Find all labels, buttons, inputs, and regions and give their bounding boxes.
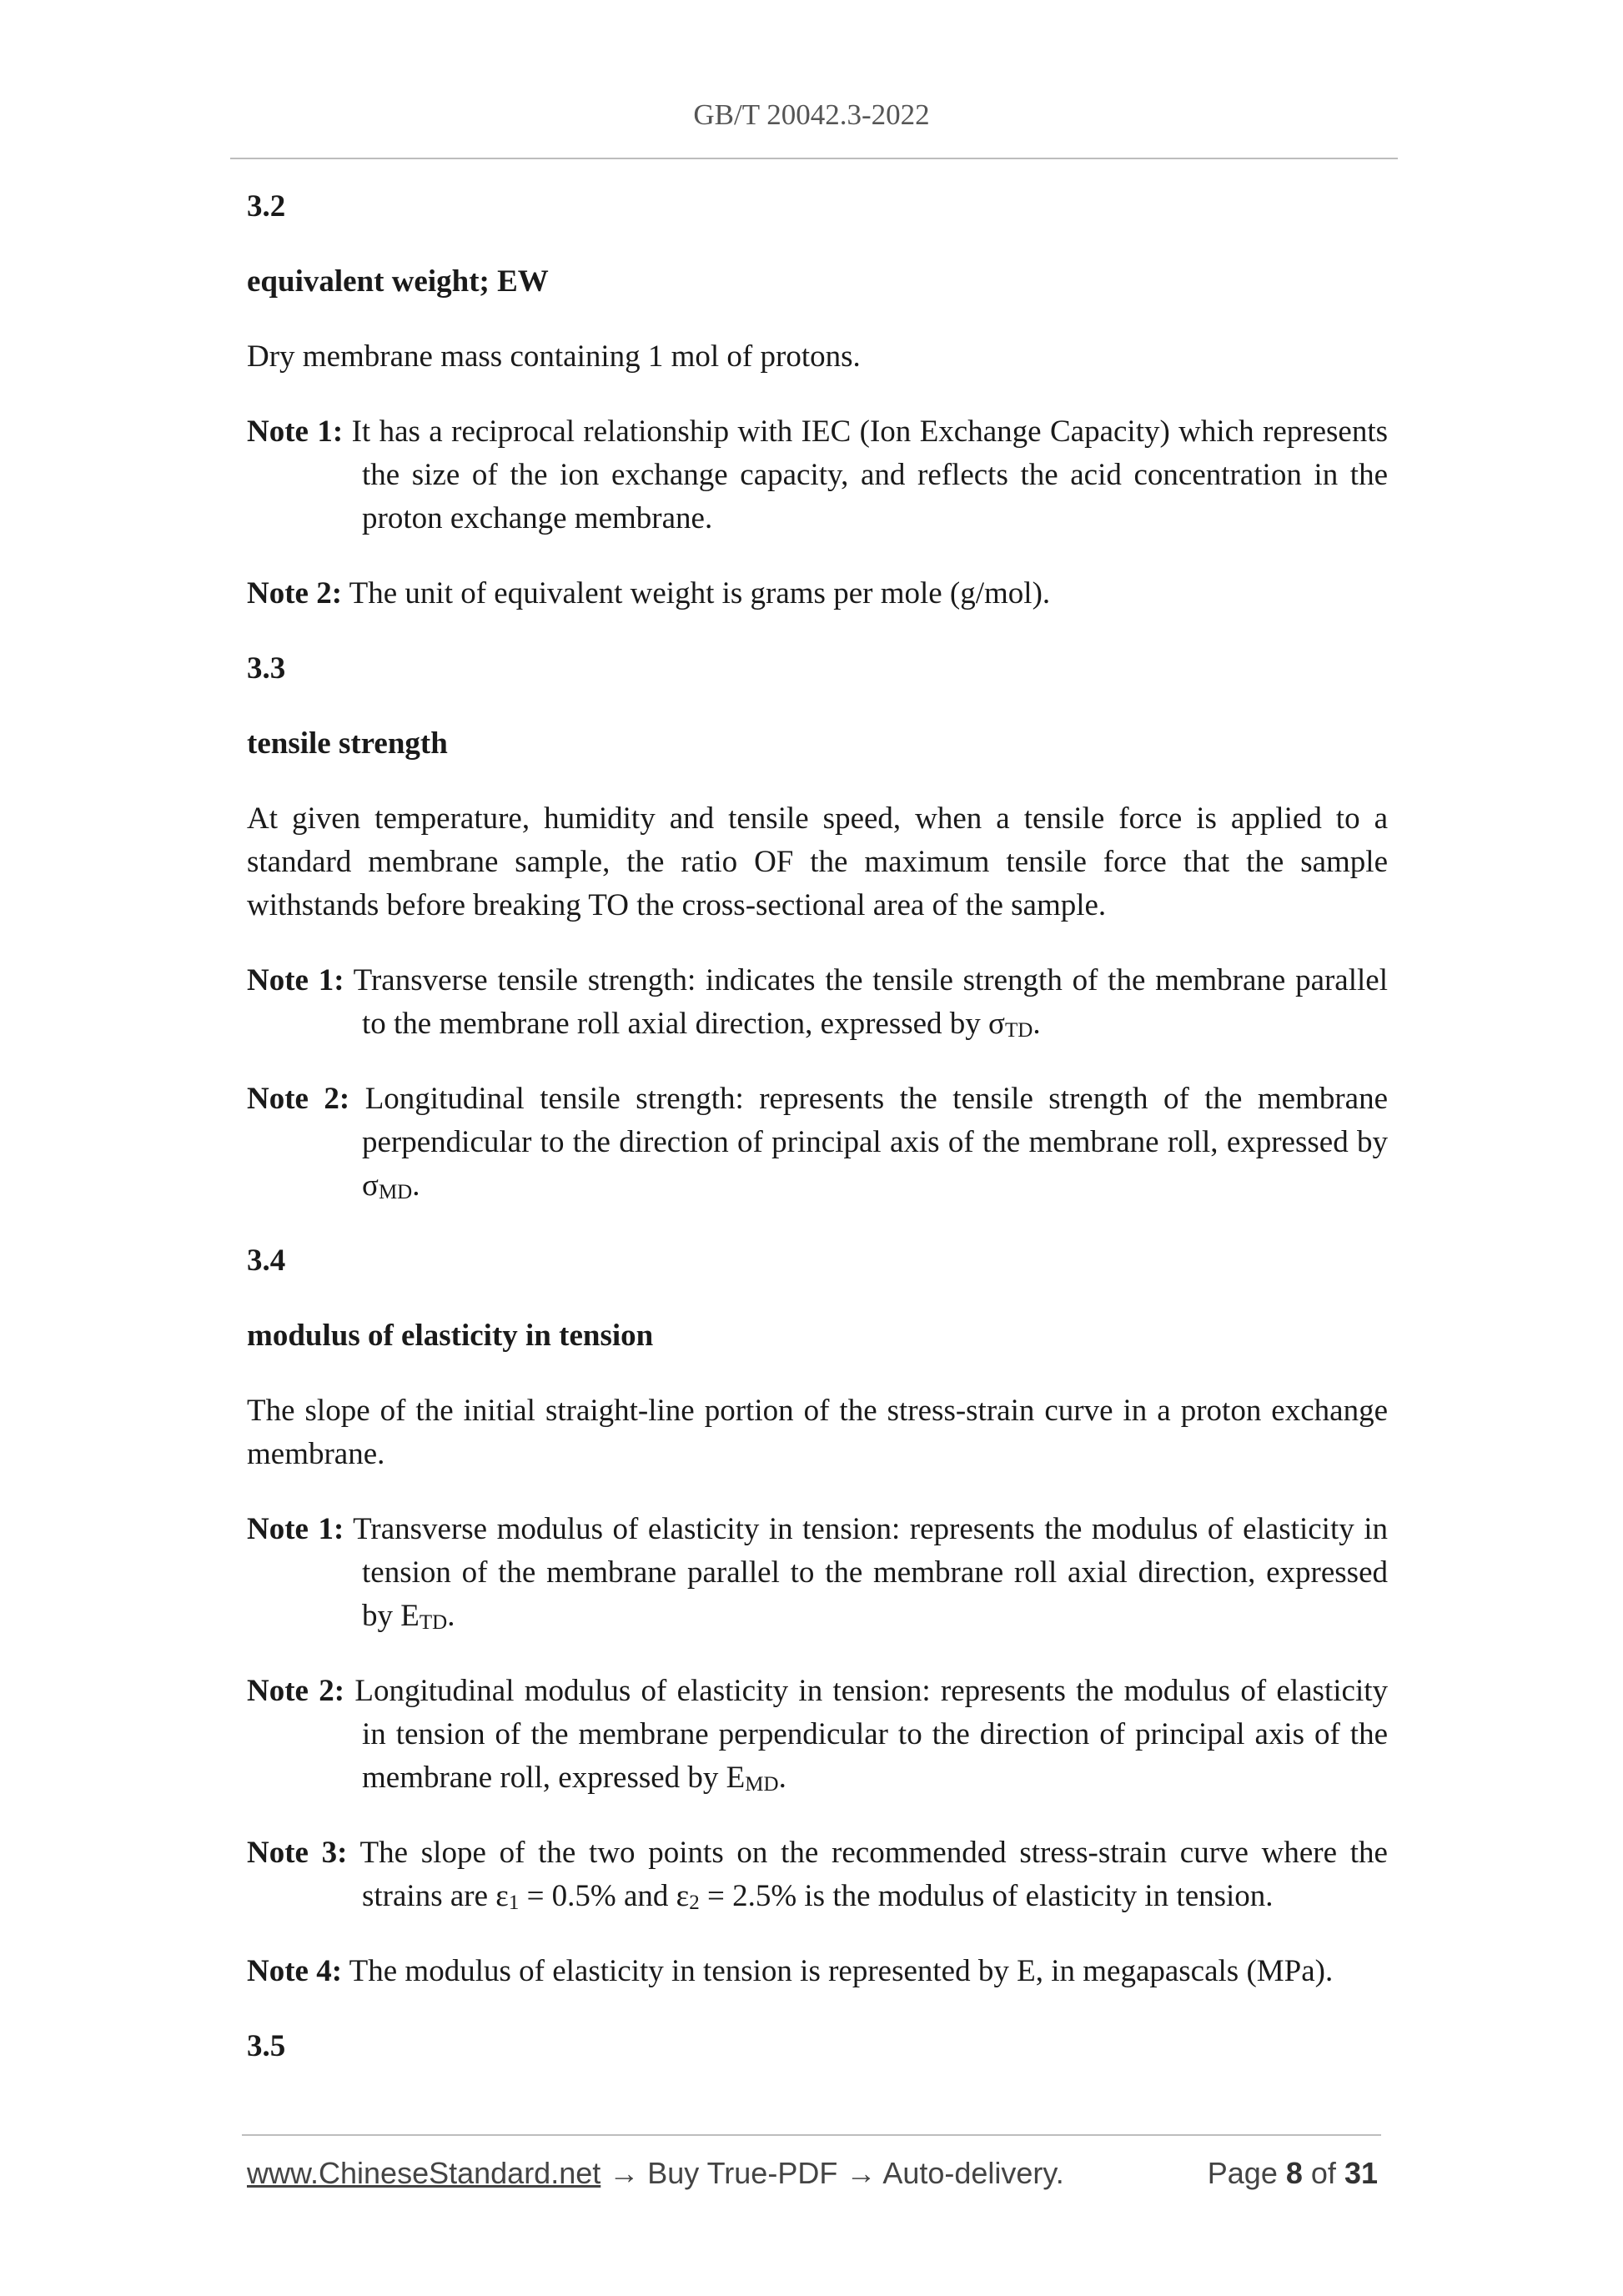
note-label: Note 2:: [247, 576, 343, 610]
clause-number-3-3: 3.3: [247, 651, 286, 686]
header-divider: [230, 158, 1398, 159]
document-body: [247, 185, 1388, 2100]
page-footer: [247, 2156, 1381, 2198]
term-tensile-strength: tensile strength: [247, 726, 448, 761]
subscript: 1: [508, 1892, 520, 1914]
term-equivalent-weight: equivalent weight; EW: [247, 264, 549, 299]
note-text: It has a reciprocal relationship with IEC (Ion Exchange Capacity) which represents the size of the ion exchange capacity, and reflects the acid concentration in the proton exchange membrane.: [351, 414, 1388, 535]
definition-modulus-of-elasticity: The slope of the initial straight-line portion of the stress-strain curve in a proton exchange membrane.: [247, 1394, 1388, 1471]
definition-equivalent-weight: Dry membrane mass containing 1 mol of protons.: [247, 339, 861, 374]
running-header: GB/T 20042.3-2022: [693, 98, 930, 131]
footer-promo: [247, 2156, 1064, 2191]
note-text: = 0.5% and ε: [519, 1879, 690, 1913]
note-3-2-1: [247, 410, 1388, 540]
subscript: TD: [419, 1611, 448, 1634]
subscript: MD: [378, 1181, 413, 1203]
clause-number-3-4: 3.4: [247, 1243, 286, 1278]
subscript: TD: [1005, 1019, 1033, 1042]
website-link[interactable]: www.ChineseStandard.net: [247, 2156, 601, 2190]
note-3-3-1: [247, 959, 1388, 1046]
clause-number-3-5: 3.5: [247, 2029, 286, 2063]
subscript: MD: [745, 1773, 779, 1796]
note-3-4-4: [247, 1950, 1388, 1993]
note-3-3-2: [247, 1078, 1388, 1208]
note-3-4-2: [247, 1670, 1388, 1800]
note-end: .: [1033, 1007, 1041, 1041]
of-word: of: [1310, 2156, 1336, 2190]
note-text: Transverse tensile strength: indicates the tensile strength of the membrane parallel to the membrane roll axial direction, expressed by σ: [353, 963, 1388, 1041]
note-label: Note 1:: [247, 963, 344, 997]
note-text: Longitudinal tensile strength: represents the tensile strength of the membrane perpendicular to the direction of principal axis of the membrane roll, expressed by σ: [362, 1082, 1389, 1203]
term-modulus-of-elasticity: modulus of elasticity in tension: [247, 1319, 654, 1353]
note-3-2-2: [247, 572, 1388, 615]
note-text: = 2.5% is the modulus of elasticity in tension.: [699, 1879, 1274, 1913]
note-3-4-3: [247, 1831, 1388, 1918]
note-text: The modulus of elasticity in tension is represented by E, in megapascals (MPa).: [349, 1954, 1334, 1988]
note-end: .: [778, 1761, 786, 1795]
footer-divider: [242, 2134, 1381, 2136]
note-text: Transverse modulus of elasticity in tension: represents the modulus of elasticity in tension of the membrane parallel to the membrane roll axial direction, expressed by E: [353, 1512, 1388, 1633]
note-label: Note 4:: [247, 1954, 343, 1988]
page-number: [1208, 2156, 1378, 2191]
note-label: Note 1:: [247, 414, 344, 449]
note-end: .: [447, 1599, 455, 1633]
footer-promo-text: → Buy True-PDF → Auto-delivery.: [600, 2156, 1064, 2190]
clause-number-3-2: 3.2: [247, 189, 286, 224]
total-pages: 31: [1344, 2156, 1378, 2190]
current-page: 8: [1285, 2156, 1303, 2190]
note-label: Note 2:: [247, 1082, 350, 1116]
note-text: The unit of equivalent weight is grams per mole (g/mol).: [349, 576, 1051, 610]
note-text: Longitudinal modulus of elasticity in tension: represents the modulus of elasticity in tension of the membrane perpendicular to the direction of principal axis of the membrane roll, expressed by E: [354, 1674, 1389, 1795]
note-label: Note 3:: [247, 1836, 348, 1870]
definition-tensile-strength: At given temperature, humidity and tensile speed, when a tensile force is applied to a standard membrane sample, the ratio OF the maximum tensile force that the sample withstands before breaking TO the cross-sectional area of the sample.: [247, 801, 1388, 922]
subscript: 2: [689, 1892, 700, 1914]
note-end: .: [412, 1168, 420, 1203]
note-label: Note 1:: [247, 1512, 344, 1546]
note-3-4-1: [247, 1508, 1388, 1638]
note-text: The slope of the two points on the recommended stress-strain curve where the strains are ε: [359, 1836, 1388, 1913]
page-word: Page: [1207, 2156, 1278, 2190]
note-label: Note 2:: [247, 1674, 345, 1708]
